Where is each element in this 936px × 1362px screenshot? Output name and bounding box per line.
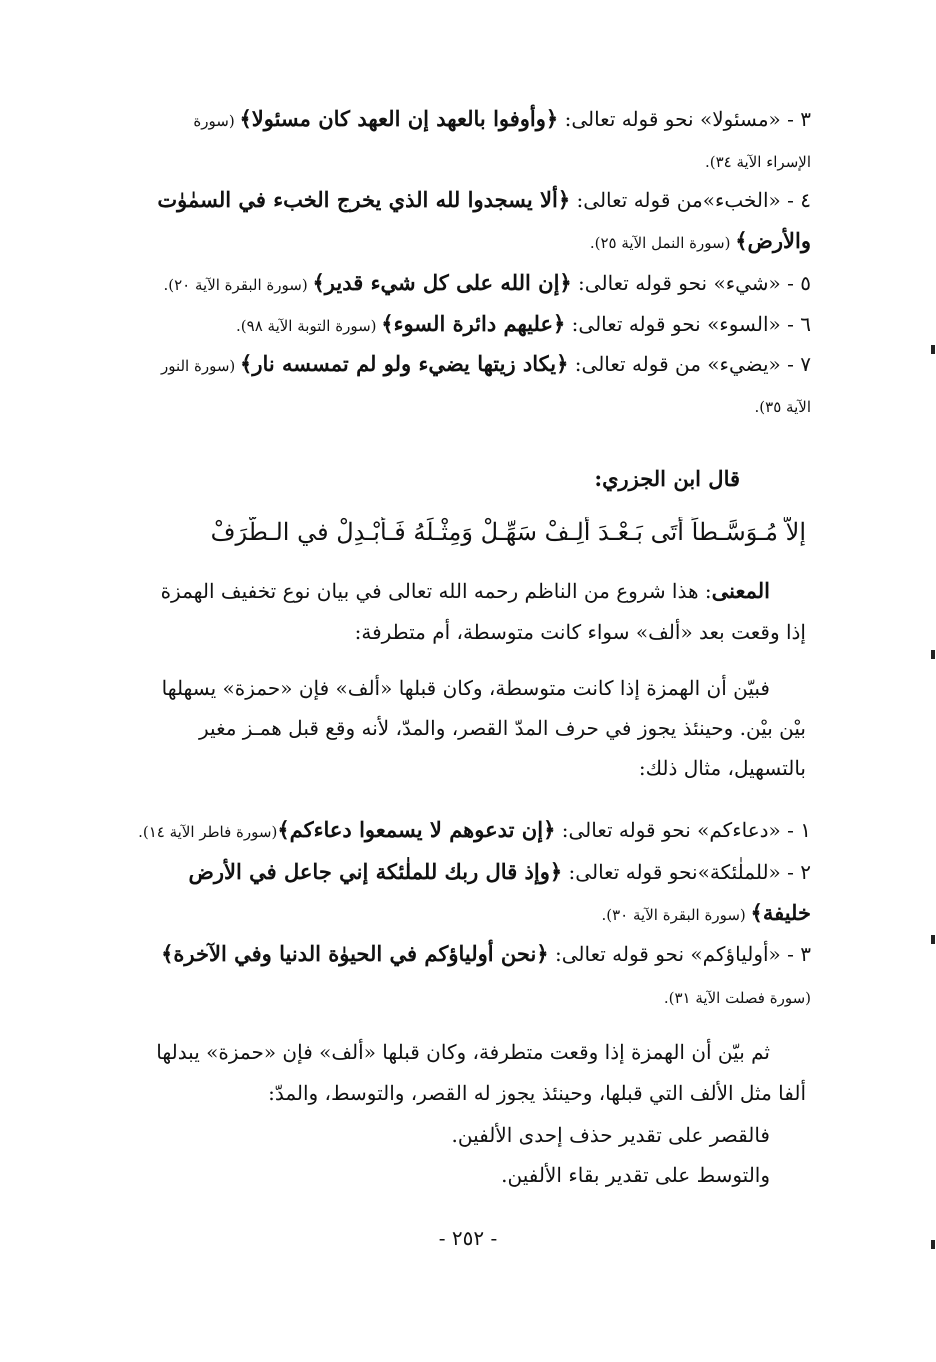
text-span: ﴿يكاد زيتها يضيء ولو لم تمسسه نار﴾ (240, 351, 569, 376)
text-span: ٧ - «يضيء» من قوله تعالى: (568, 352, 811, 376)
text-line-p1-a (105, 576, 770, 606)
text-span: فبيّن أن الهمزة إذا كانت متوسطة، وكان قبلها «ألف» فإن «حمزة» يسهلها (161, 676, 770, 700)
text-span: ألفا مثل الألف التي قبلها، وحينئذ يجوز له القصر، والتوسط، والمدّ: (268, 1081, 806, 1105)
text-span: بيْن بيْن. وحينئذ يجوز في حرف المدّ القصر، والمدّ، لأنه وقع قبل همـز مغير (199, 716, 806, 740)
text-span: ﴿إن الله على كل شيء قدير﴾ (312, 270, 572, 295)
text-span: ﴿ألا يسجدوا لله الذي يخرج الخبء في السمٰوٰت (157, 187, 571, 212)
text-line-ex-2-b (602, 898, 812, 930)
text-span: بالتسهيل، مثال ذلك: (638, 756, 806, 780)
text-span: فالقصر على تقدير حذف إحدى الألفين. (451, 1123, 770, 1147)
text-line-p3-a (105, 1037, 770, 1067)
text-span: (سورة النور (160, 357, 241, 375)
text-span: (سورة فصلت الآية ٣١). (663, 989, 811, 1007)
text-span: (سورة (193, 112, 240, 130)
text-line-ex-2-a (111, 857, 811, 887)
text-line-ex-1 (111, 815, 811, 847)
text-line-verse (106, 517, 806, 548)
text-span: (سورة التوبة الآية ٩٨). (236, 317, 382, 335)
text-span: : هذا شروع من الناظم رحمه الله تعالى في بيان نوع تخفيف الهمزة (160, 579, 712, 603)
text-span: ﴿وإذ قال ربك للملٰئكة إني جاعل في الأرض (188, 859, 563, 884)
text-span: (سورة البقرة الآية ٢٠). (163, 276, 313, 294)
text-span: ٢ - «للملٰئكة»نحو قوله تعالى: (562, 860, 811, 884)
text-span: المعنى (711, 578, 770, 603)
text-line-item-4-b (590, 226, 811, 258)
text-span: إذا وقعت بعد «ألف» سواء كانت متوسطة، أم متطرفة: (354, 620, 806, 644)
text-span: (سورة فاطر الآية ١٤). (138, 823, 278, 841)
text-span: ٣ - «مسئولا» نحو قوله تعالى: (558, 107, 811, 131)
text-line-p2-c (639, 753, 806, 783)
page-number: - ٢٥٢ - (438, 1226, 498, 1250)
text-line-item-6 (236, 309, 811, 341)
text-span: والأرض﴾ (735, 228, 811, 253)
text-span: ٥ - «شيء» نحو قوله تعالى: (571, 271, 811, 295)
text-span: ثم بيّن أن الهمزة إذا وقعت متطرفة، وكان قبلها «ألف» فإن «حمزة» يبدلها (156, 1040, 770, 1064)
text-span: ٦ - «السوء» نحو قوله تعالى: (565, 312, 811, 336)
text-span: والتوسط على تقدير بقاء الألفين. (501, 1163, 770, 1187)
text-line-item-5 (163, 268, 811, 300)
text-span: الآية ٣٥). (754, 398, 811, 416)
text-span: خليفة﴾ (750, 900, 811, 925)
text-span: ٣ - «أولياؤكم» نحو قوله تعالى: (548, 942, 811, 966)
text-line-ex-3-a (111, 939, 811, 969)
text-line-item-4-a (106, 185, 811, 215)
text-span: الإسراء الآية ٣٤). (704, 153, 811, 171)
text-line-p1-b (355, 617, 806, 647)
text-line-item-7-b (755, 390, 811, 422)
text-span: ١ - «دعاءكم» نحو قوله تعالى: (555, 818, 811, 842)
scan-mark (931, 935, 935, 944)
text-span: قال ابن الجزري: (594, 466, 740, 491)
scan-mark (931, 345, 935, 354)
text-line-p2-a (105, 673, 770, 703)
text-line-p3-d (501, 1160, 770, 1190)
scan-mark (931, 1240, 935, 1249)
text-line-p2-b (106, 713, 806, 743)
text-line-heading (594, 464, 740, 494)
text-line-p3-b (106, 1078, 806, 1108)
text-line-item-3-b (705, 145, 811, 177)
text-line-ex-3-b (664, 981, 811, 1013)
text-span: ٤ - «الخبء»من قوله تعالى: (570, 188, 811, 212)
text-line-item-7-a (111, 349, 811, 381)
scan-mark (931, 650, 935, 659)
text-span: ﴿عليهم دائرة السوء﴾ (381, 311, 566, 336)
text-span: (سورة النمل الآية ٢٥). (589, 234, 736, 252)
text-span: ﴿وأوفوا بالعهد إن العهد كان مسئولا﴾ (239, 106, 559, 131)
text-span: ﴿إن تدعوهم لا يسمعوا دعاءكم﴾ (277, 817, 556, 842)
text-line-item-3-a (111, 104, 811, 136)
text-span: إلاَّ مُـوَسَّـطاً أَتَى بَـعْـدَ أَلِـفْ سَهِّـلْ وَمِثْـلَهُ فَـأَبْـدِلْ في الـطَّرَفْ (210, 518, 806, 546)
text-line-p3-c (452, 1120, 771, 1150)
text-span: (سورة البقرة الآية ٣٠). (601, 906, 751, 924)
text-span: ﴿نحن أولياؤكم في الحيوٰة الدنيا وفي الآخرة﴾ (161, 941, 549, 966)
